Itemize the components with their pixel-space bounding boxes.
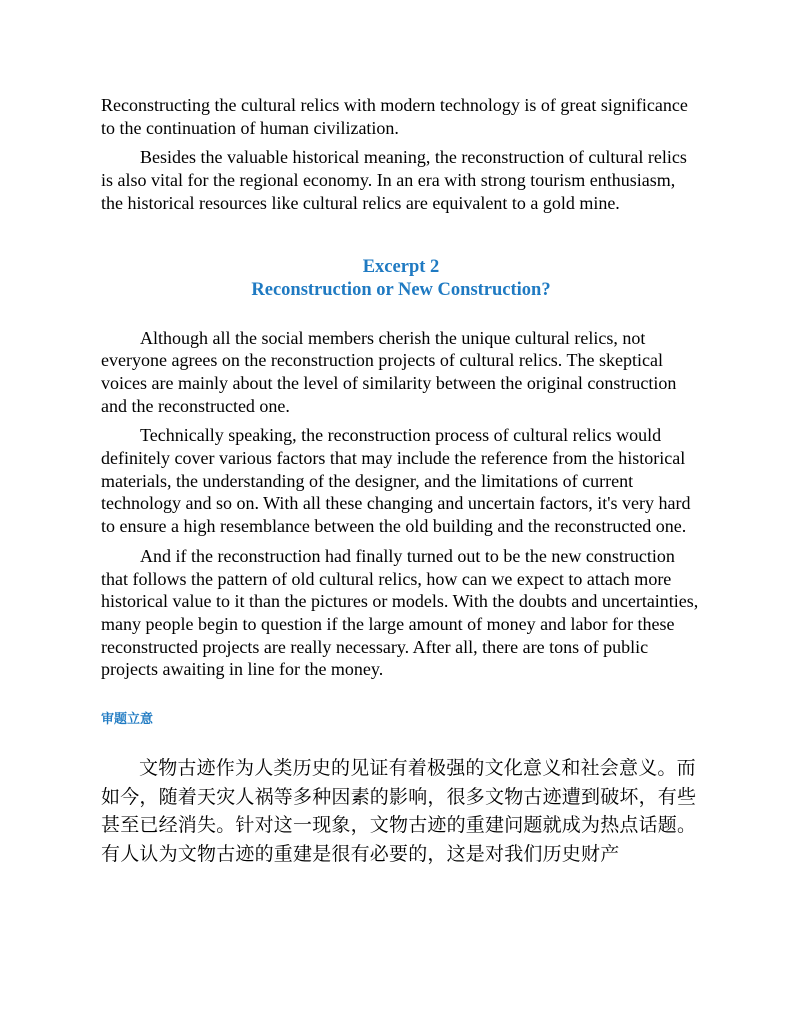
body-paragraph: Reconstructing the cultural relics with modern technology is of great significance to the continuation of human civilization. — [101, 95, 688, 138]
body-paragraph: Technically speaking, the reconstruction process of cultural relics would definitely cover various factors that may include the reference from the historical materials, the understanding of the designer, and the limitations of current technology and so on. With all these changing and uncertain factors, it's very hard to ensure a high resemblance between the old building and the reconstructed one. — [101, 425, 691, 537]
excerpt-title: Reconstruction or New Construction? — [251, 279, 551, 300]
analysis-paragraph: 文物古迹作为人类历史的见证有着极强的文化意义和社会意义。而如今，随着天灾人祸等多种因素的影响，很多文物古迹遭到破坏，有些甚至已经消失。针对这一现象，文物古迹的重建问题就成为热点话题。有人认为文物古迹的重建是很有必要的，这是对我们历史财产 — [101, 757, 697, 865]
body-paragraph: Although all the social members cherish the unique cultural relics, not everyone agrees on the reconstruction projects of cultural relics. The skeptical voices are mainly about the level of similarity between the original construction and the reconstructed one. — [101, 327, 677, 416]
body-paragraph: Besides the valuable historical meaning, the reconstruction of cultural relics is also vital for the regional economy. In an era with strong tourism enthusiasm, the historical resources like cultural relics are equivalent to a gold mine. — [101, 147, 687, 213]
body-paragraph: And if the reconstruction had finally turned out to be the new construction that follows the pattern of old cultural relics, how can we expect to attach more historical value to it than the pictures or models. With the doubts and uncertainties, many people begin to question if the large amount of money and labor for these reconstructed projects are really necessary. After all, there are tons of public projects awaiting in line for the money. — [101, 545, 699, 680]
analysis-heading: 审题立意 — [101, 712, 154, 728]
document-page — [101, 94, 701, 887]
excerpt-label: Excerpt 2 — [362, 256, 440, 277]
excerpt-heading — [101, 256, 701, 302]
